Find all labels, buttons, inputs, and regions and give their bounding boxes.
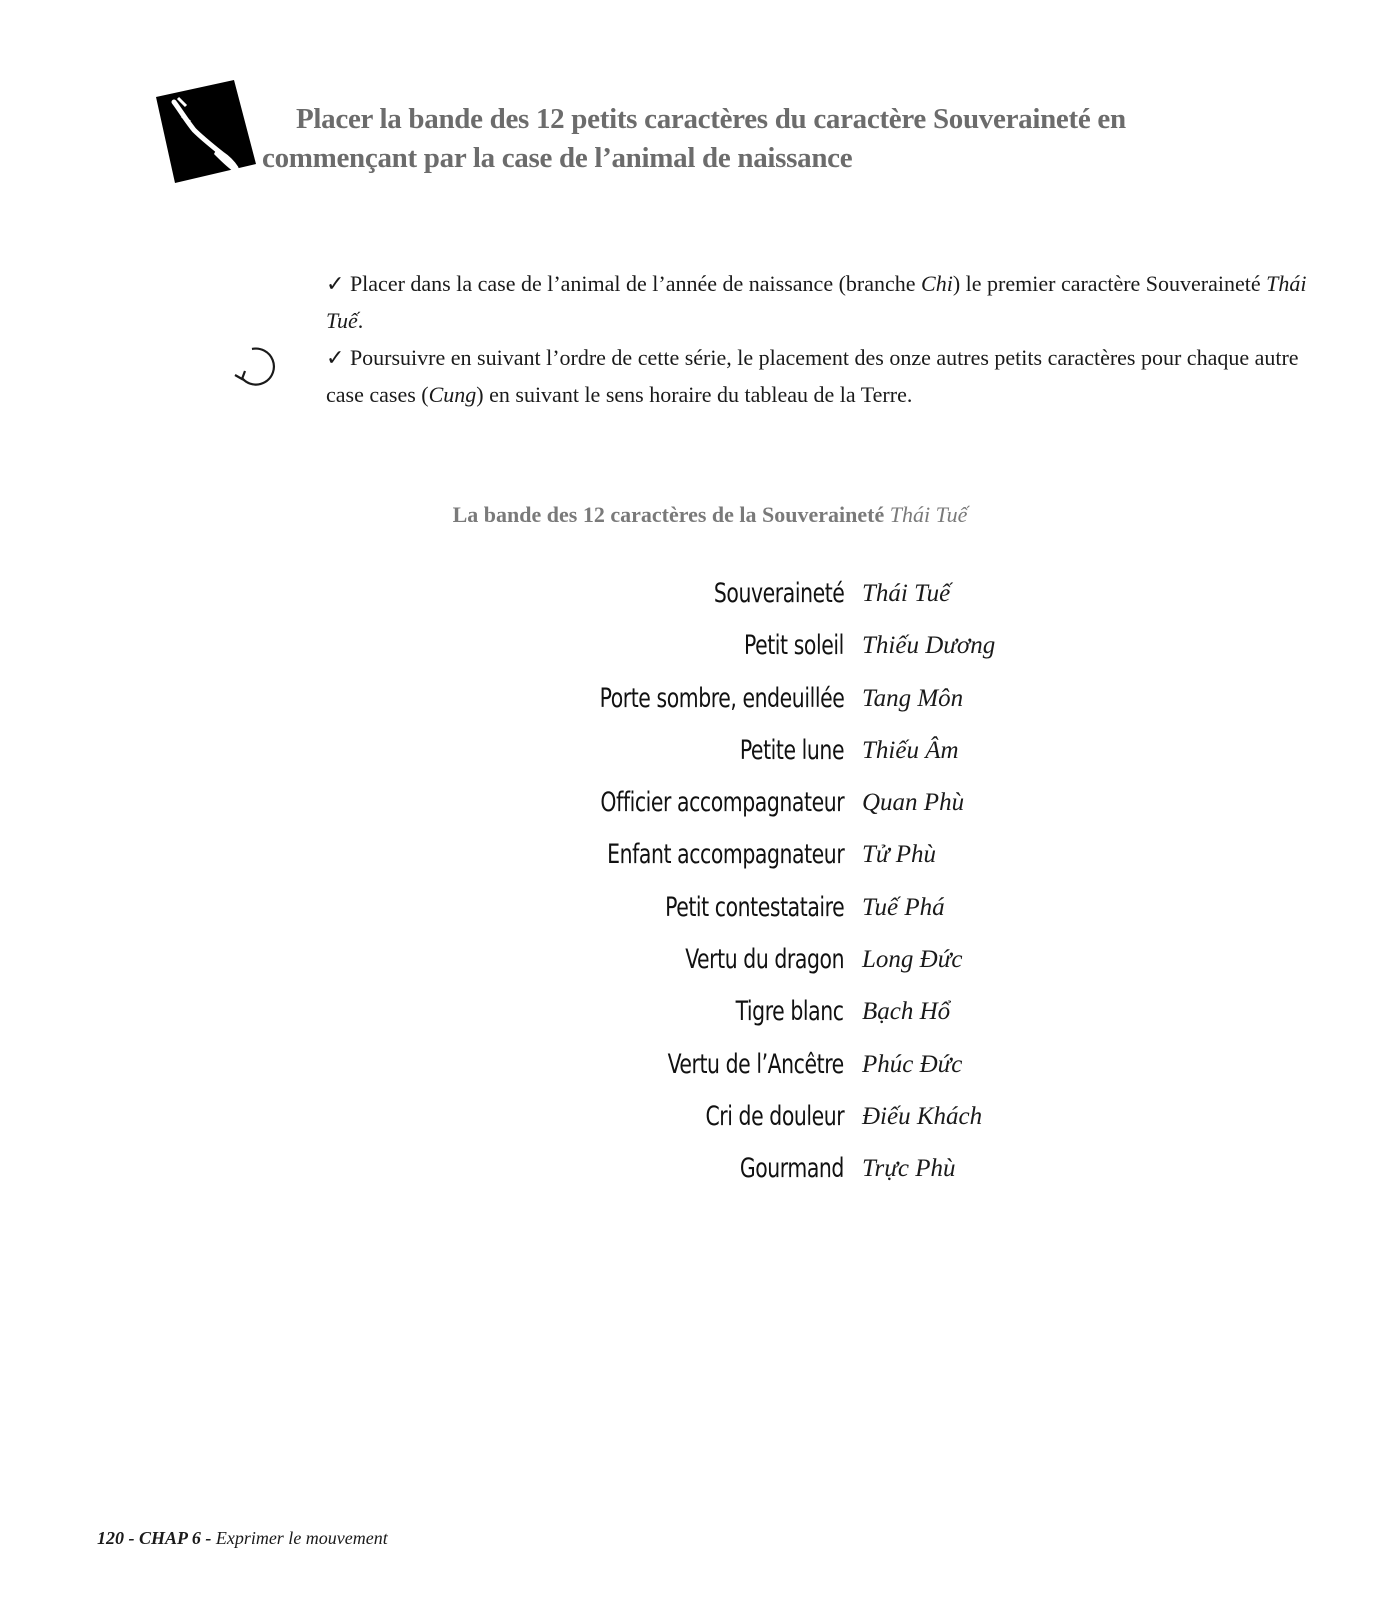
vietnamese-name: Long Đức <box>862 946 963 974</box>
heading-line-1: Placer la bande des 12 petits caractères du caractère Souveraineté en <box>296 103 1126 135</box>
table-row <box>0 1101 1400 1153</box>
heading-line-2: commençant par la case de l’animal de naissance <box>262 142 853 174</box>
vietnamese-name: Bạch Hổ <box>862 998 951 1026</box>
clockwise-cycle-icon <box>232 340 286 394</box>
french-name: Petit contestataire <box>664 891 844 923</box>
table-row <box>0 839 1400 891</box>
chapter-subtitle: Exprimer le mouvement <box>215 1528 388 1548</box>
french-name: Enfant accompagnateur <box>606 839 844 871</box>
table-row <box>0 1153 1400 1205</box>
vietnamese-name: Phúc Đức <box>862 1050 963 1078</box>
french-name: Vertu du dragon <box>685 944 844 976</box>
table-row <box>0 944 1400 996</box>
french-name: Gourmand <box>739 1153 844 1185</box>
french-name: Souveraineté <box>713 578 844 609</box>
french-name: Porte sombre, endeuillée <box>599 682 844 714</box>
instruction-item-2: ✓ Poursuivre en suivant l’ordre de cette série, le placement des onze autres petits caractères pour chaque autre case cases (Cung) en suivant le sens horaire du tableau de la Terre. <box>326 345 1299 407</box>
french-name: Tigre blanc <box>736 996 844 1028</box>
french-name: Cri de douleur <box>705 1100 844 1132</box>
french-name: Officier accompagnateur <box>600 787 844 819</box>
page-footer <box>97 1528 388 1549</box>
instructions-list <box>326 265 1326 413</box>
check-icon: ✓ <box>326 345 345 370</box>
instruction-item-1: ✓ Placer dans la case de l’animal de l’année de naissance (branche Chi) le premier caractère Souveraineté Thái Tuế. <box>326 271 1307 333</box>
french-name: Vertu de l’Ancêtre <box>667 1048 844 1080</box>
vietnamese-name: Thái Tuế <box>862 580 951 607</box>
page-number: 120 - CHAP 6 - <box>97 1528 216 1548</box>
table-row <box>0 787 1400 839</box>
table-row <box>0 1049 1400 1101</box>
vietnamese-name: Quan Phù <box>862 789 965 817</box>
table-row <box>0 996 1400 1048</box>
vietnamese-name: Tang Môn <box>862 684 964 712</box>
table-row <box>0 892 1400 944</box>
characters-table <box>0 578 1400 1206</box>
table-row <box>0 683 1400 735</box>
vietnamese-name: Điếu Khách <box>862 1102 983 1130</box>
section-heading <box>262 100 1202 178</box>
table-title: La bande des 12 caractères de la Souveraineté Thái Tuế <box>452 502 968 527</box>
table-row <box>0 578 1400 630</box>
french-name: Petit soleil <box>744 630 844 662</box>
vietnamese-name: Thiếu Âm <box>862 736 959 764</box>
vietnamese-name: Thiếu Dương <box>862 632 996 660</box>
vietnamese-name: Tuế Phá <box>862 893 945 921</box>
vietnamese-name: Tử Phù <box>862 841 937 869</box>
table-row <box>0 735 1400 787</box>
check-icon: ✓ <box>326 271 345 296</box>
french-name: Petite lune <box>739 734 844 766</box>
table-row <box>0 630 1400 682</box>
brush-icon <box>156 80 256 183</box>
vietnamese-name: Trực Phù <box>862 1155 956 1183</box>
